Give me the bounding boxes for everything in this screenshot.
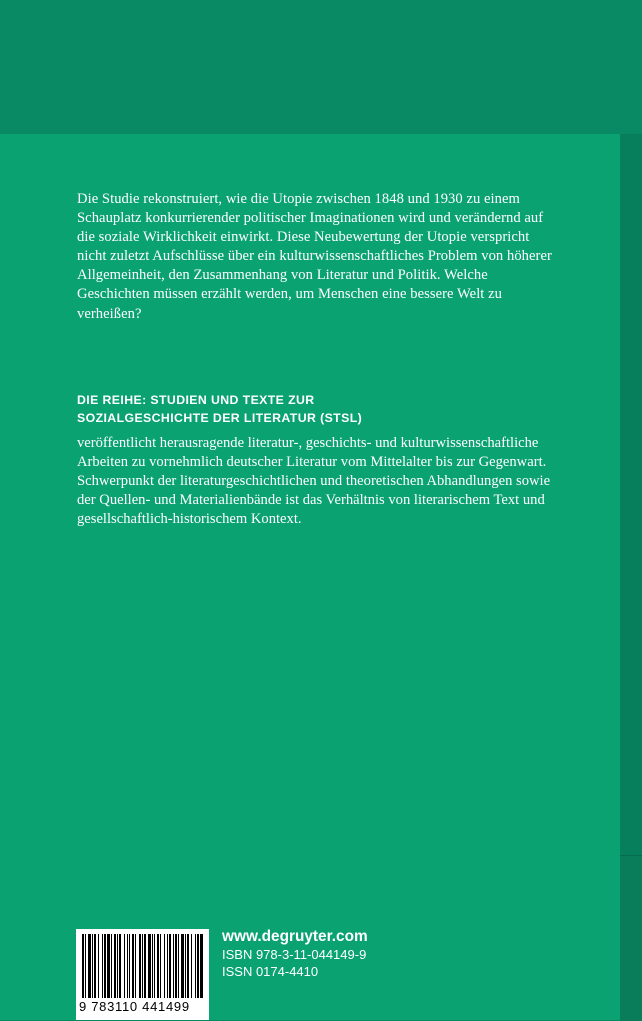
barcode-bar	[169, 934, 171, 998]
series-heading	[77, 391, 537, 427]
barcode-bar	[178, 934, 179, 998]
barcode-bar	[144, 934, 146, 998]
barcode-bar	[164, 934, 165, 998]
barcode-bar	[154, 934, 155, 998]
barcode-bar	[173, 934, 174, 998]
barcode-bar	[107, 934, 110, 998]
barcode-bar	[200, 934, 203, 998]
barcode-bar	[94, 934, 96, 998]
barcode-bar	[88, 934, 91, 998]
barcode-bar	[119, 934, 121, 998]
barcode-bar	[124, 934, 125, 998]
barcode-bar	[82, 934, 84, 998]
barcode-bar	[197, 934, 199, 998]
barcode-bar	[185, 934, 186, 998]
barcode-bar	[92, 934, 93, 998]
barcode-bar	[129, 934, 130, 998]
isbn-barcode	[76, 929, 209, 1020]
barcode-bar	[85, 934, 86, 998]
issn-number: ISSN 0174-4410	[222, 964, 319, 979]
series-heading-line-2: SOZIALGESCHICHTE DER LITERATUR (STSL)	[77, 411, 363, 425]
barcode-bar	[157, 934, 159, 998]
barcode-bar	[181, 934, 184, 998]
barcode-bar	[175, 934, 177, 998]
barcode-bar	[152, 934, 153, 998]
publisher-url[interactable]: www.degruyter.com	[222, 928, 368, 945]
barcode-bar	[187, 934, 189, 998]
barcode-bar	[167, 934, 168, 998]
barcode-bar	[160, 934, 161, 998]
barcode-bar	[98, 934, 99, 998]
cover-edge-lower	[620, 855, 642, 1021]
barcode-bar	[191, 934, 192, 998]
barcode-digits: 9 783110 441499	[79, 999, 190, 1014]
barcode-bar	[104, 934, 106, 998]
barcode-bar	[102, 934, 103, 998]
barcode-bar	[142, 934, 143, 998]
barcode-bars	[82, 934, 203, 998]
series-heading-line-1: DIE REIHE: STUDIEN UND TEXTE ZUR	[77, 393, 315, 407]
barcode-bar	[111, 934, 112, 998]
barcode-bar	[195, 934, 196, 998]
barcode-bar	[135, 934, 136, 998]
barcode-bar	[139, 934, 141, 998]
barcode-bar	[148, 934, 151, 998]
barcode-bar	[132, 934, 134, 998]
barcode-bar	[127, 934, 128, 998]
series-description: veröffentlicht herausragende literatur-, geschichts- und kulturwissenschaftliche Arbeiten zu vornehmlich deutscher Literatur vom Mittelalter bis zur Gegenwart. Schwerpunkt der literaturgeschichtlichen und theoretischen Abhandlungen sowie der Quellen- und Materialienbände ist das Verhältnis von literarischem Text und gesellschaftlich-historischem Kontext.	[77, 435, 551, 528]
isbn-number: ISBN 978-3-11-044149-9	[222, 947, 367, 962]
barcode-bar	[117, 934, 118, 998]
publisher-info	[222, 927, 368, 980]
book-blurb: Die Studie rekonstruiert, wie die Utopie zwischen 1848 und 1930 zu einem Schauplatz konkurrierender politischer Imaginationen wird und verändernd auf die soziale Wirklichkeit einwirkt. Diese Neubewertung der Utopie verspricht nicht zuletzt Aufschlüsse über ein kulturwissenschaftliches Problem von höherer Allgemeinheit, den Zusammenhang von Literatur und Politik. Welche Geschichten müssen erzählt werden, um Menschen eine bessere Welt zu verheißen?	[77, 191, 552, 322]
barcode-bar	[114, 934, 116, 998]
